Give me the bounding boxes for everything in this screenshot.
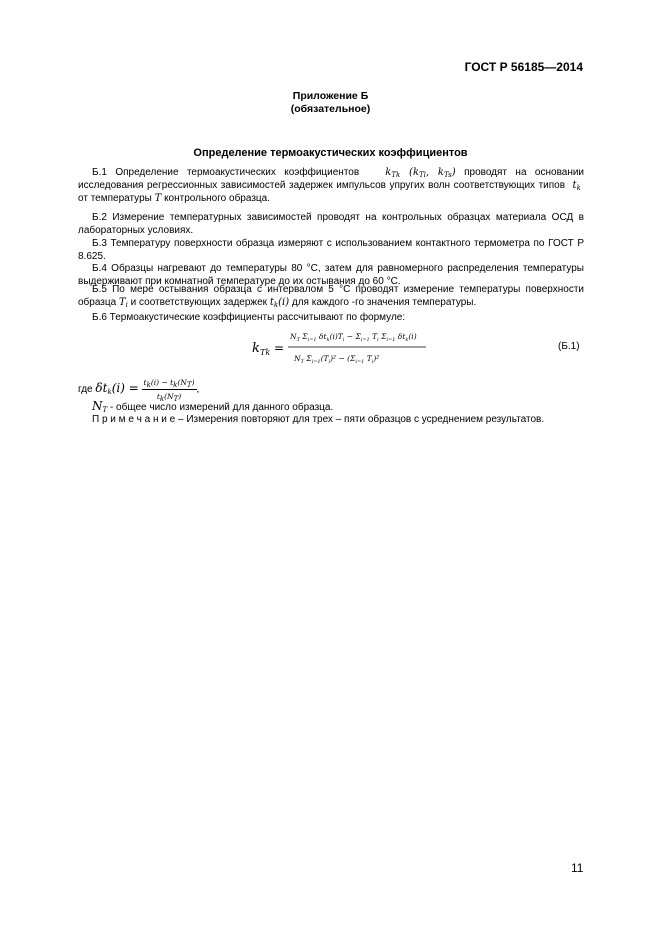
paragraph-b1 [78,166,584,205]
formula-lhs-sub: Tk [260,348,271,357]
document-code: ГОСТ Р 56185—2014 [464,60,583,74]
delta-t-denominator: $t_k(N_T)$ [156,392,182,403]
formula-b1 [250,326,500,370]
paragraph-b6: Б.6 Термоакустические коэффициенты рассчитывают по формуле: [92,312,406,323]
b5-text-c: для каждого -го значения температуры. [291,297,477,308]
delta-t-symbol: $\delta t_k(i)$ = [95,381,139,397]
b1-text-c: от температуры [78,193,152,204]
note-label: П р и м е ч а н и е [92,414,176,425]
b5-text-a: Б.5 По мере остывания образца с интервалом 5 °С проводят измерение температуры поверхности образца [78,284,584,308]
nt-text: - общее число измерений для данного образца. [109,402,334,413]
nt-symbol: $N_T$ [92,399,108,414]
nt-description [92,400,572,414]
where-label: где [78,384,93,396]
note-text: – Измерения повторяют для трех – пяти образцов с усреднением результатов. [178,414,545,425]
t-k-i-symbol: $t_k(i)$ [269,297,290,309]
delta-t-fraction [142,376,197,403]
delta-t-numerator: $t_k(i) - t_k(N_T)$ [143,378,195,389]
paragraph-b2: Б.2 Измерение температурных зависимостей проводят на контрольных образцах материала ОСД в лабораторных условиях. [78,212,584,236]
note [92,413,584,426]
formula-svg [250,326,500,370]
b1-text-b: проводят на основании исследования регрессионных зависимостей задержек импульсов упругих волн соответствующих типов [78,167,585,191]
b5-text-b: и соответствующих задержек [130,297,268,308]
b1-text-d: контрольного образца. [164,193,270,204]
appendix-status: (обязательное) [290,103,371,115]
paragraph-b4: Б.4 Образцы нагревают до температуры 80 °С, затем для равномерного распределения температуры выдерживают при комнатной температуре до их остывания до 60 °С. [78,263,584,287]
b1-text-a: Б.1 Определение термоакустических коэффициентов [92,167,360,178]
t-k-symbol: $t_k$ [568,180,581,192]
formula-denominator: $N_T$ $\Sigma_{i=1}(T_i)^2 - (\Sigma_{i=1}$ $T_i)^2$ [294,354,380,365]
section-title: Определение термоакустических коэффициентов [193,147,468,159]
where-line: где $\delta t_k(i)$ = $\frac{t_k(i) - t_k(N_T)}{t_k(N_T)}$ , [78,378,200,403]
appendix-heading [0,90,661,116]
k-coeff-symbol: $k_{Tk}$ ($k_{Tl}$, $k_{Ts}$) [367,167,456,179]
equation-number: (Б.1) [558,341,580,352]
page-number: 11 [571,861,584,875]
t-symbol: T [154,193,162,204]
t-i-symbol: $T_i$ [118,297,128,309]
formula-numerator: $N_T$ $\Sigma_{i=1}$ $\delta t_k(i)T_i - \Sigma_{i=1}$ $T_i$ $\Sigma_{i=1}$ $\delta t_k(i)$ [290,332,417,343]
appendix-label: Приложение Б [292,90,369,102]
paragraph-b5 [78,283,584,309]
paragraph-b3: Б.3 Температуру поверхности образца измеряют с использованием контактного термометра по ГОСТ Р 8.625. [78,238,584,262]
formula-equals: = [274,341,285,355]
formula-lhs: k [252,341,260,356]
